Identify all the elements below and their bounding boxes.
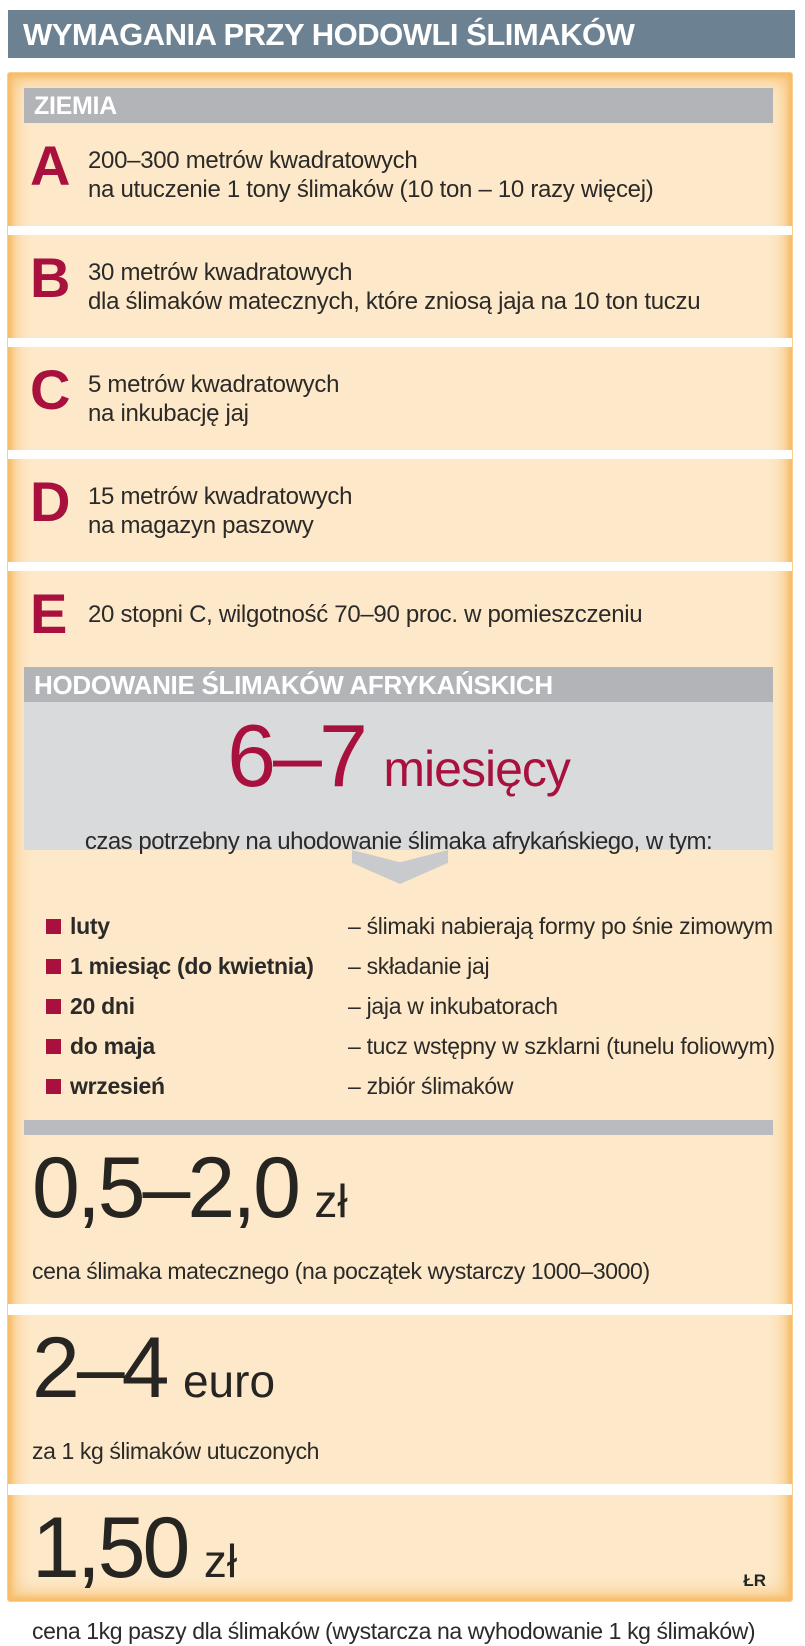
price-value: 2–4	[32, 1320, 167, 1416]
timeline-label: luty	[70, 912, 110, 939]
price-caption: cena 1kg paszy dla ślimaków (wystarcza na wyhodowanie 1 kg ślimaków)	[32, 1618, 756, 1644]
timeline-description: – zbiór ślimaków	[348, 1072, 514, 1099]
requirement-text-c	[88, 363, 339, 428]
requirement-e-line1: 20 stopni C, wilgotność 70–90 proc. w pomieszczeniu	[88, 601, 643, 628]
requirement-text-d	[88, 475, 352, 540]
requirement-row-b	[8, 235, 792, 338]
duration-value: 6–7	[227, 706, 365, 805]
requirement-a-line1: 200–300 metrów kwadratowych	[88, 147, 418, 174]
page-title: WYMAGANIA PRZY HODOWLI ŚLIMAKÓW	[8, 10, 795, 58]
requirement-row-d	[8, 459, 792, 562]
requirement-d-line2: na magazyn paszowy	[88, 512, 314, 539]
duration-caption: czas potrzebny na uhodowanie ślimaka afrykańskiego, w tym:	[84, 828, 713, 855]
requirement-letter-e: E	[30, 582, 67, 645]
timeline-label: do maja	[70, 1032, 155, 1059]
price-caption: za 1 kg ślimaków utuczonych	[32, 1438, 320, 1464]
requirement-text-a	[88, 139, 653, 204]
timeline-label: 1 miesiąc (do kwietnia)	[70, 952, 314, 979]
price-value: 0,5–2,0	[32, 1140, 298, 1236]
requirement-b-line1: 30 metrów kwadratowych	[88, 259, 353, 286]
price-block-utuczone	[8, 1315, 792, 1466]
requirement-row-a	[8, 123, 792, 226]
duration-unit: miesięcy	[383, 741, 570, 797]
timeline-label: wrzesień	[70, 1072, 165, 1099]
price-unit: zł	[203, 1535, 238, 1587]
duration-box	[24, 702, 773, 855]
requirement-text-b	[88, 251, 700, 316]
price-value: 1,50	[32, 1500, 188, 1596]
duration-line	[24, 706, 773, 826]
requirement-d-line1: 15 metrów kwadratowych	[88, 483, 353, 510]
timeline-item	[46, 946, 792, 986]
requirement-a-line2: na utuczenie 1 tony ślimaków (10 ton – 10 razy więcej)	[88, 176, 654, 203]
section-header-afrykanskie: HODOWANIE ŚLIMAKÓW AFRYKAŃSKICH	[24, 667, 773, 702]
price-caption: cena ślimaka matecznego (na początek wystarczy 1000–3000)	[32, 1258, 650, 1284]
bullet-square-icon	[46, 959, 61, 974]
row-divider	[8, 226, 792, 235]
price-block-pasza	[8, 1495, 792, 1646]
requirement-c-line2: na inkubację jaj	[88, 400, 249, 427]
timeline-description: – tucz wstępny w szklarni (tunelu foliowym)	[348, 1032, 775, 1059]
requirement-b-line2: dla ślimaków matecznych, które zniosą jaja na 10 ton tuczu	[88, 288, 701, 315]
timeline-list	[46, 906, 792, 1106]
timeline-item	[46, 986, 792, 1026]
row-divider	[8, 450, 792, 459]
bullet-square-icon	[46, 999, 61, 1014]
requirement-letter-a: A	[30, 134, 70, 197]
bullet-square-icon	[46, 919, 61, 934]
row-divider	[8, 562, 792, 571]
requirement-row-c	[8, 347, 792, 450]
requirement-letter-c: C	[30, 358, 70, 421]
credit: ŁR	[743, 1571, 766, 1590]
main-panel	[7, 72, 793, 1644]
price-line	[32, 1140, 774, 1254]
timeline-label: 20 dni	[70, 992, 135, 1019]
section-divider	[24, 1120, 773, 1135]
timeline-item	[46, 1026, 792, 1066]
row-divider	[8, 338, 792, 347]
row-divider	[8, 1304, 792, 1315]
requirement-letter-b: B	[30, 246, 70, 309]
timeline-description: – ślimaki nabierają formy po śnie zimowym	[348, 912, 773, 939]
bullet-square-icon	[46, 1079, 61, 1094]
price-line	[32, 1500, 774, 1614]
timeline-item	[46, 1066, 792, 1106]
timeline-description: – jaja w inkubatorach	[348, 992, 558, 1019]
row-divider	[8, 1484, 792, 1495]
requirement-text-e	[88, 587, 642, 629]
price-line	[32, 1320, 774, 1434]
timeline-item	[46, 906, 792, 946]
price-block-mateczny	[8, 1135, 792, 1286]
requirement-row-e	[8, 571, 792, 657]
price-unit: zł	[314, 1175, 348, 1227]
price-unit: euro	[182, 1355, 276, 1407]
timeline-description: – składanie jaj	[348, 952, 490, 979]
requirement-letter-d: D	[30, 470, 70, 533]
section-header-ziemia: ZIEMIA	[24, 88, 773, 123]
bullet-square-icon	[46, 1039, 61, 1054]
requirement-c-line1: 5 metrów kwadratowych	[88, 371, 340, 398]
